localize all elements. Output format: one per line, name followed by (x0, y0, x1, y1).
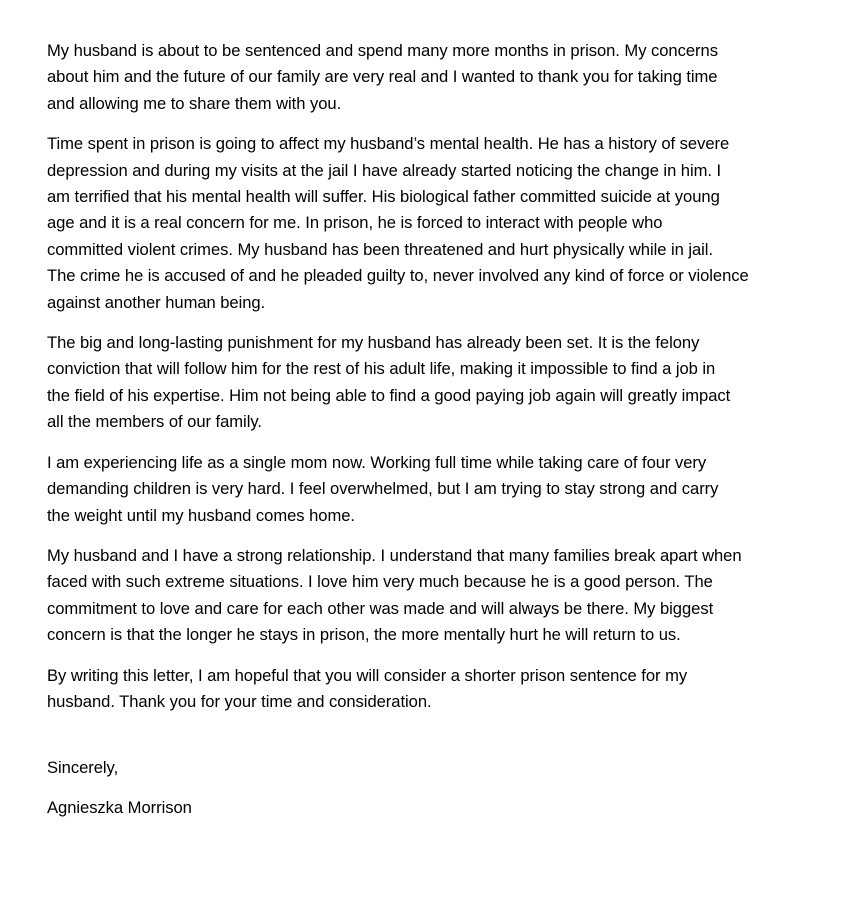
paragraph-felony-conviction (47, 330, 847, 436)
text-line: depression and during my visits at the jail I have already started noticing the change in him. I (47, 160, 722, 180)
text-line: husband. Thank you for your time and consideration. (47, 691, 432, 711)
text-line: the weight until my husband comes home. (47, 505, 355, 525)
text-line: all the members of our family. (47, 412, 262, 432)
text-line: By writing this letter, I am hopeful that you will consider a shorter prison sentence for my (47, 665, 688, 685)
text-line: My husband and I have a strong relationship. I understand that many families break apart when (47, 545, 742, 565)
text-line: and allowing me to share them with you. (47, 93, 342, 113)
signature-name: Agnieszka Morrison (47, 797, 192, 817)
text-line: Time spent in prison is going to affect my husband’s mental health. He has a history of severe (47, 134, 730, 154)
paragraph-request (47, 663, 847, 716)
paragraph-sentencing-concerns (47, 38, 847, 117)
text-line: The big and long-lasting punishment for my husband has already been set. It is the felony (47, 333, 700, 353)
letter-closing (47, 755, 847, 821)
text-line: committed violent crimes. My husband has been threatened and hurt physically while in jail. (47, 239, 713, 259)
text-line: The crime he is accused of and he pleaded guilty to, never involved any kind of force or violence (47, 266, 749, 286)
text-line: against another human being. (47, 292, 266, 312)
text-line: demanding children is very hard. I feel overwhelmed, but I am trying to stay strong and carry (47, 479, 719, 499)
paragraph-relationship (47, 543, 847, 649)
text-line: faced with such extreme situations. I love him very much because he is a good person. The (47, 572, 713, 592)
paragraph-mental-health (47, 131, 847, 316)
text-line: My husband is about to be sentenced and spend many more months in prison. My concerns (47, 41, 718, 60)
letter-body (47, 38, 847, 834)
text-line: the field of his expertise. Him not being able to find a good paying job again will greatly impact (47, 385, 731, 405)
closing-salutation: Sincerely, (47, 758, 119, 778)
text-line: about him and the future of our family are very real and I wanted to thank you for taking time (47, 67, 718, 87)
text-line: am terrified that his mental health will suffer. His biological father committed suicide at young (47, 187, 720, 207)
text-line: I am experiencing life as a single mom now. Working full time while taking care of four very (47, 452, 707, 472)
text-line: age and it is a real concern for me. In prison, he is forced to interact with people who (47, 213, 663, 233)
text-line: concern is that the longer he stays in prison, the more mentally hurt he will return to us. (47, 625, 681, 645)
text-line: conviction that will follow him for the rest of his adult life, making it impossible to find a job in (47, 359, 716, 379)
paragraph-single-mom (47, 450, 847, 529)
text-line: commitment to love and care for each other was made and will always be there. My biggest (47, 598, 714, 618)
